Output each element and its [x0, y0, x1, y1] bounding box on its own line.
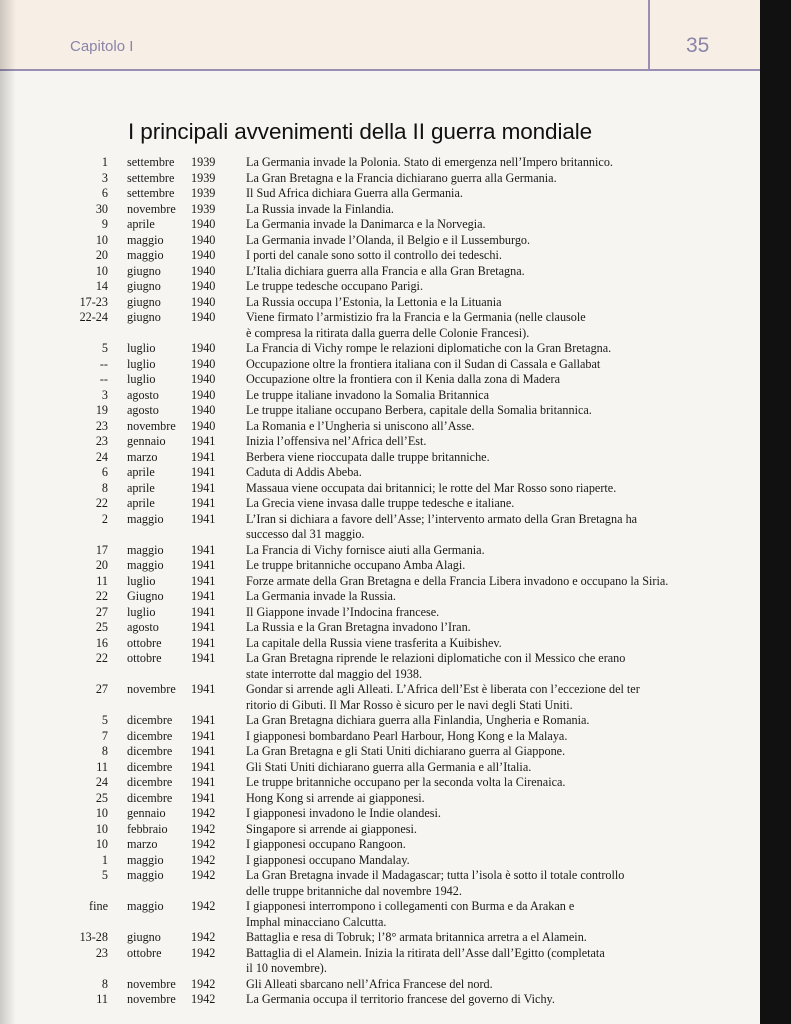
- event-day: 22: [95, 589, 108, 603]
- event-row: [0, 202, 760, 218]
- event-month: dicembre: [127, 728, 173, 743]
- event-day: 8: [101, 480, 108, 495]
- event-month: dicembre: [127, 790, 173, 805]
- event-day: --: [99, 356, 108, 371]
- event-month: settembre: [127, 170, 175, 185]
- event-month: luglio: [127, 604, 156, 619]
- event-day: 30: [95, 201, 108, 216]
- event-year: 1939: [191, 186, 216, 200]
- event-row: [0, 512, 760, 543]
- event-row: [0, 295, 760, 311]
- event-year: 1941: [191, 759, 216, 774]
- event-year: 1941: [191, 713, 216, 727]
- event-year: 1941: [191, 620, 216, 634]
- event-row: [0, 388, 760, 404]
- event-day: 1: [101, 155, 108, 169]
- event-row: [0, 946, 760, 977]
- event-day: 25: [95, 790, 108, 805]
- event-text: La Russia occupa l’Estonia, la Lettonia e la Lituania: [246, 294, 502, 309]
- events-list: [0, 155, 760, 1008]
- event-text: La Russia e la Gran Bretagna invadono l’Iran.: [246, 620, 471, 634]
- event-month: settembre: [127, 186, 175, 200]
- event-day: 17-23: [79, 294, 108, 309]
- event-text: Le truppe tedesche occupano Parigi.: [246, 279, 423, 293]
- event-year: 1941: [191, 604, 216, 619]
- event-year: 1942: [191, 868, 216, 882]
- event-day: 27: [95, 604, 108, 619]
- event-year: 1942: [191, 992, 216, 1006]
- event-year: 1940: [191, 217, 216, 231]
- event-year: 1942: [191, 930, 216, 944]
- event-text: La Gran Bretagna riprende le relazioni diplomatiche con il Messico che erano state interrotte dal maggio del 1938.: [246, 651, 626, 681]
- event-text: Battaglia di el Alamein. Inizia la ritirata dell’Asse dall’Egitto (completata il 10 novembre).: [246, 945, 605, 975]
- event-day: 23: [95, 418, 108, 433]
- event-text: La Gran Bretagna invade il Madagascar; tutta l’isola è sotto il totale controllo delle truppe britanniche dal novembre 1942.: [246, 868, 625, 898]
- event-text: La Russia invade la Finlandia.: [246, 201, 394, 216]
- event-month: maggio: [127, 248, 164, 262]
- event-row: [0, 589, 760, 605]
- event-year: 1941: [191, 682, 216, 696]
- event-month: giugno: [127, 263, 161, 278]
- event-day: 10: [95, 837, 108, 851]
- event-text: Battaglia e resa di Tobruk; l’8° armata britannica arretra a el Alamein.: [246, 930, 587, 944]
- event-day: 24: [95, 449, 108, 464]
- event-month: novembre: [127, 976, 176, 991]
- event-row: [0, 775, 760, 791]
- event-text: I giapponesi interrompono i collegamenti con Burma e da Arakan e Imphal minacciano Calcutta.: [246, 899, 575, 929]
- event-year: 1941: [191, 558, 216, 572]
- event-text: Massaua viene occupata dai britannici; le rotte del Mar Rosso sono riaperte.: [246, 480, 617, 495]
- event-year: 1942: [191, 976, 216, 991]
- event-year: 1941: [191, 635, 216, 650]
- event-day: --: [99, 372, 108, 386]
- event-row: [0, 186, 760, 202]
- event-month: maggio: [127, 852, 164, 867]
- event-month: dicembre: [127, 775, 173, 789]
- header-divider: [648, 0, 650, 70]
- event-day: 20: [95, 558, 108, 572]
- event-day: 10: [95, 232, 108, 247]
- event-text: I giapponesi occupano Mandalay.: [246, 852, 410, 867]
- event-day: 27: [95, 682, 108, 696]
- event-day: 8: [101, 976, 108, 991]
- event-month: giugno: [127, 279, 161, 293]
- event-day: 10: [95, 263, 108, 278]
- event-row: [0, 574, 760, 590]
- event-year: 1942: [191, 821, 216, 836]
- event-day: 3: [101, 387, 108, 402]
- event-year: 1940: [191, 232, 216, 247]
- event-row: [0, 496, 760, 512]
- event-year: 1940: [191, 263, 216, 278]
- event-text: Il Giappone invade l’Indocina francese.: [246, 604, 440, 619]
- event-text: I giapponesi invadono le Indie olandesi.: [246, 806, 441, 820]
- event-year: 1940: [191, 387, 216, 402]
- event-year: 1940: [191, 310, 216, 324]
- event-text: Caduta di Addis Abeba.: [246, 465, 362, 479]
- event-month: agosto: [127, 387, 159, 402]
- event-row: [0, 264, 760, 280]
- event-row: [0, 403, 760, 419]
- event-month: aprile: [127, 217, 155, 231]
- event-month: maggio: [127, 558, 164, 572]
- event-row: [0, 791, 760, 807]
- event-row: [0, 543, 760, 559]
- event-year: 1941: [191, 542, 216, 557]
- event-text: Singapore si arrende ai giapponesi.: [246, 821, 417, 836]
- event-month: dicembre: [127, 759, 173, 774]
- event-row: [0, 992, 760, 1008]
- event-month: Giugno: [127, 589, 164, 603]
- event-row: [0, 651, 760, 682]
- event-row: [0, 171, 760, 187]
- event-text: Gli Stati Uniti dichiarano guerra alla Germania e all’Italia.: [246, 759, 532, 774]
- event-year: 1940: [191, 418, 216, 433]
- event-day: 10: [95, 806, 108, 820]
- event-year: 1941: [191, 449, 216, 464]
- event-text: La Francia di Vichy fornisce aiuti alla Germania.: [246, 542, 485, 557]
- event-year: 1941: [191, 744, 216, 758]
- event-row: [0, 279, 760, 295]
- event-day: 6: [101, 465, 108, 479]
- event-year: 1941: [191, 790, 216, 805]
- event-row: [0, 605, 760, 621]
- event-text: La Gran Bretagna e la Francia dichiarano guerra alla Germania.: [246, 170, 557, 185]
- event-month: ottobre: [127, 635, 162, 650]
- event-day: 9: [101, 217, 108, 231]
- event-text: Viene firmato l’armistizio fra la Francia e la Germania (nelle clausole è compresa la ritirata dalla guerra delle Colonie Francesi).: [246, 310, 586, 340]
- scan-edge: [760, 0, 791, 1024]
- event-month: luglio: [127, 372, 156, 386]
- event-day: 11: [96, 759, 108, 774]
- event-month: maggio: [127, 511, 164, 526]
- event-row: [0, 713, 760, 729]
- header-band: [0, 0, 760, 70]
- event-row: [0, 899, 760, 930]
- event-month: febbraio: [127, 821, 168, 836]
- chapter-label: Capitolo I: [70, 38, 134, 55]
- event-year: 1940: [191, 403, 216, 417]
- event-month: aprile: [127, 496, 155, 510]
- event-row: [0, 558, 760, 574]
- event-day: 13-28: [79, 930, 108, 944]
- event-day: 22: [95, 496, 108, 510]
- event-row: [0, 465, 760, 481]
- event-row: [0, 620, 760, 636]
- event-day: 22: [95, 651, 108, 665]
- event-day: 25: [95, 620, 108, 634]
- event-month: aprile: [127, 465, 155, 479]
- event-year: 1941: [191, 480, 216, 495]
- event-year: 1940: [191, 294, 216, 309]
- event-row: [0, 248, 760, 264]
- event-year: 1942: [191, 852, 216, 867]
- event-day: 16: [95, 635, 108, 650]
- event-row: [0, 682, 760, 713]
- event-year: 1941: [191, 728, 216, 743]
- event-day: 8: [101, 744, 108, 758]
- event-day: 7: [101, 728, 108, 743]
- event-year: 1942: [191, 899, 216, 913]
- event-month: novembre: [127, 682, 176, 696]
- event-row: [0, 450, 760, 466]
- event-text: La Germania invade l’Olanda, il Belgio e il Lussemburgo.: [246, 232, 531, 247]
- event-month: aprile: [127, 480, 155, 495]
- event-text: L’Iran si dichiara a favore dell’Asse; l’intervento armato della Gran Bretagna ha successo dal 31 maggio.: [246, 511, 638, 541]
- event-year: 1942: [191, 806, 216, 820]
- event-month: marzo: [127, 449, 158, 464]
- event-text: La Francia di Vichy rompe le relazioni diplomatiche con la Gran Bretagna.: [246, 341, 612, 355]
- event-text: Le truppe britanniche occupano per la seconda volta la Cirenaica.: [246, 775, 566, 789]
- event-text: La Gran Bretagna dichiara guerra alla Finlandia, Ungheria e Romania.: [246, 713, 590, 727]
- event-row: [0, 372, 760, 388]
- event-text: La Gran Bretagna e gli Stati Uniti dichiarano guerra al Giappone.: [246, 744, 566, 758]
- event-day: fine: [89, 899, 108, 913]
- event-year: 1940: [191, 356, 216, 371]
- event-text: L’Italia dichiara guerra alla Francia e alla Gran Bretagna.: [246, 263, 525, 278]
- event-month: agosto: [127, 620, 159, 634]
- event-text: Le truppe italiane occupano Berbera, capitale della Somalia britannica.: [246, 403, 592, 417]
- event-day: 17: [95, 542, 108, 557]
- event-month: settembre: [127, 155, 175, 169]
- event-row: [0, 977, 760, 993]
- event-row: [0, 636, 760, 652]
- event-month: marzo: [127, 837, 158, 851]
- event-day: 22-24: [79, 310, 108, 324]
- event-day: 24: [95, 775, 108, 789]
- event-year: 1941: [191, 511, 216, 526]
- event-month: maggio: [127, 868, 164, 882]
- event-day: 3: [101, 170, 108, 185]
- event-day: 2: [101, 511, 108, 526]
- event-year: 1940: [191, 279, 216, 293]
- event-row: [0, 806, 760, 822]
- event-text: Le truppe britanniche occupano Amba Alagi.: [246, 558, 466, 572]
- event-row: [0, 233, 760, 249]
- event-row: [0, 868, 760, 899]
- event-day: 6: [101, 186, 108, 200]
- event-row: [0, 310, 760, 341]
- event-row: [0, 930, 760, 946]
- event-month: maggio: [127, 232, 164, 247]
- event-text: Occupazione oltre la frontiera italiana con il Sudan di Cassala e Gallabat: [246, 356, 601, 371]
- event-month: maggio: [127, 542, 164, 557]
- event-row: [0, 744, 760, 760]
- event-row: [0, 419, 760, 435]
- event-day: 23: [95, 434, 108, 448]
- page-title: I principali avvenimenti della II guerra mondiale: [128, 119, 593, 144]
- event-day: 19: [95, 403, 108, 417]
- event-year: 1941: [191, 573, 216, 588]
- event-day: 14: [95, 279, 108, 293]
- event-row: [0, 217, 760, 233]
- event-text: La Romania e l’Ungheria si uniscono all’Asse.: [246, 418, 475, 433]
- event-text: Forze armate della Gran Bretagna e della Francia Libera invadono e occupano la Siria.: [246, 573, 669, 588]
- event-month: luglio: [127, 573, 156, 588]
- event-text: Inizia l’offensiva nel’Africa dell’Est.: [246, 434, 427, 448]
- event-day: 1: [101, 852, 108, 867]
- event-row: [0, 837, 760, 853]
- event-month: dicembre: [127, 744, 173, 758]
- event-month: maggio: [127, 899, 164, 913]
- event-day: 20: [95, 248, 108, 262]
- event-text: I porti del canale sono sotto il controllo dei tedeschi.: [246, 248, 502, 262]
- event-row: [0, 155, 760, 171]
- event-month: novembre: [127, 201, 176, 216]
- event-row: [0, 481, 760, 497]
- event-year: 1941: [191, 589, 216, 603]
- event-year: 1939: [191, 155, 216, 169]
- event-text: La Germania occupa il territorio francese del governo di Vichy.: [246, 992, 555, 1006]
- event-text: La Germania invade la Polonia. Stato di emergenza nell’Impero britannico.: [246, 155, 613, 169]
- event-day: 23: [95, 945, 108, 960]
- event-year: 1941: [191, 496, 216, 510]
- event-text: I giapponesi bombardano Pearl Harbour, Hong Kong e la Malaya.: [246, 728, 568, 743]
- event-row: [0, 853, 760, 869]
- event-text: Gondar si arrende agli Alleati. L’Africa dell’Est è liberata con l’eccezione del ter ritorio di Gibuti. Il Mar Rosso è sicuro per le navi degli Stati Uniti.: [246, 682, 640, 712]
- event-year: 1941: [191, 651, 216, 665]
- event-year: 1940: [191, 372, 216, 386]
- event-day: 5: [101, 713, 108, 727]
- event-row: [0, 822, 760, 838]
- event-row: [0, 357, 760, 373]
- event-month: ottobre: [127, 651, 162, 665]
- event-month: novembre: [127, 992, 176, 1006]
- event-year: 1939: [191, 170, 216, 185]
- event-row: [0, 434, 760, 450]
- event-day: 10: [95, 821, 108, 836]
- event-row: [0, 341, 760, 357]
- event-text: Hong Kong si arrende ai giapponesi.: [246, 790, 425, 805]
- event-day: 5: [101, 341, 108, 355]
- event-text: La Germania invade la Danimarca e la Norvegia.: [246, 217, 486, 231]
- event-month: gennaio: [127, 806, 166, 820]
- event-month: giugno: [127, 294, 161, 309]
- event-text: La Grecia viene invasa dalle truppe tedesche e italiane.: [246, 496, 515, 510]
- event-day: 5: [101, 868, 108, 882]
- event-month: luglio: [127, 341, 156, 355]
- event-text: I giapponesi occupano Rangoon.: [246, 837, 406, 851]
- event-month: giugno: [127, 310, 161, 324]
- event-month: agosto: [127, 403, 159, 417]
- event-year: 1942: [191, 837, 216, 851]
- event-month: gennaio: [127, 434, 166, 448]
- event-month: novembre: [127, 418, 176, 433]
- event-year: 1941: [191, 465, 216, 479]
- event-year: 1940: [191, 341, 216, 355]
- event-day: 11: [96, 573, 108, 588]
- event-month: ottobre: [127, 945, 162, 960]
- event-year: 1940: [191, 248, 216, 262]
- header-rule: [0, 69, 760, 71]
- event-text: Gli Alleati sbarcano nell’Africa Francese del nord.: [246, 976, 493, 991]
- event-text: Berbera viene rioccupata dalle truppe britanniche.: [246, 449, 490, 464]
- event-text: La Germania invade la Russia.: [246, 589, 396, 603]
- event-year: 1941: [191, 775, 216, 789]
- event-day: 11: [96, 992, 108, 1006]
- page-number: 35: [686, 34, 710, 57]
- event-year: 1941: [191, 434, 216, 448]
- event-text: La capitale della Russia viene trasferita a Kuibishev.: [246, 635, 502, 650]
- event-text: Il Sud Africa dichiara Guerra alla Germania.: [246, 186, 463, 200]
- event-year: 1942: [191, 945, 216, 960]
- event-month: dicembre: [127, 713, 173, 727]
- event-row: [0, 729, 760, 745]
- event-row: [0, 760, 760, 776]
- event-text: Occupazione oltre la frontiera con il Kenia dalla zona di Madera: [246, 372, 561, 386]
- event-year: 1939: [191, 201, 216, 216]
- event-text: Le truppe italiane invadono la Somalia Britannica: [246, 387, 489, 402]
- event-month: luglio: [127, 356, 156, 371]
- event-month: giugno: [127, 930, 161, 944]
